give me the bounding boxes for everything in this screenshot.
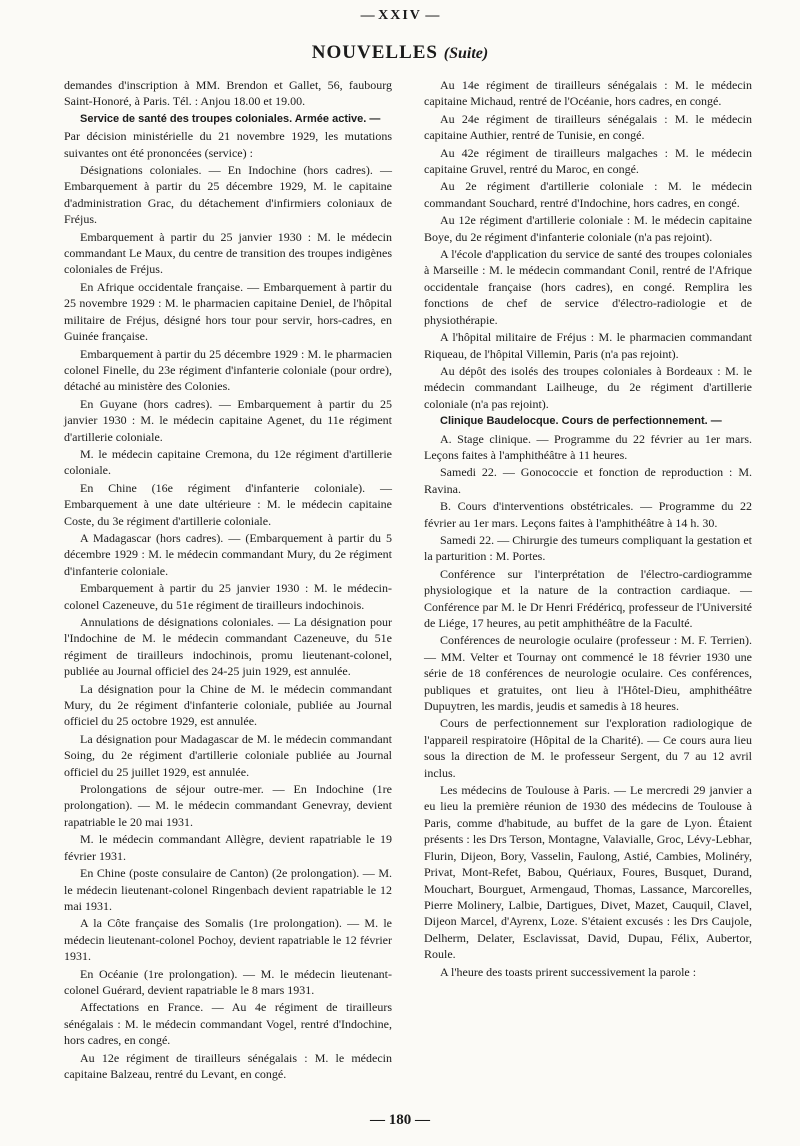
paragraph: En Chine (16e régiment d'infanterie coloniale). — Embarquement à une date ultérieure : M. le médecin capitaine Coste, du 3e régiment d'artillerie coloniale.	[64, 480, 392, 528]
paragraph: A la Côte française des Somalis (1re prolongation). — M. le médecin lieutenant-colonel Pochoy, devient rapatriable le 12 février 1931.	[64, 916, 392, 964]
paragraph: Embarquement à partir du 25 décembre 1929 : M. le pharmacien colonel Finelle, du 23e régiment d'infanterie coloniale (pour ordre), détaché au ministère des Colonies.	[64, 346, 392, 394]
paragraph: B. Cours d'interventions obstétricales. — Programme du 22 février au 1er mars. Leçons faites à l'amphithéâtre à 14 h. 30.	[424, 499, 752, 530]
paragraph: Au 24e régiment de tirailleurs sénégalais : M. le médecin capitaine Authier, rentré de Tunisie, en congé.	[424, 111, 752, 143]
paragraph: Clinique Baudelocque. Cours de perfectionnement. —	[440, 415, 722, 428]
paragraph: Embarquement à partir du 25 janvier 1930 : M. le médecin commandant Le Maux, du centre de transition des troupes indigènes coloniales de Fréjus.	[64, 229, 392, 277]
paragraph: Conférences de neurologie oculaire (professeur : M. F. Terrien). — MM. Velter et Tournay ont commencé le 18 février 1930 une série de 18 conférences de neurologie oculaire. Ces conférences, publiques et gratuites, ont lieu à l'Hôtel-Dieu, amphithéâtre Dupuytren, les mardis, jeudis et samedis à 18 heures.	[424, 633, 752, 714]
paragraph: En Chine (poste consulaire de Canton) (2e prolongation). — M. le médecin lieutenant-colonel Ringenbach devient rapatriable le 12 mai 1931.	[64, 866, 392, 913]
paragraph: Au 42e régiment de tirailleurs malgaches : M. le médecin capitaine Gruvel, rentré du Maroc, en congé.	[424, 145, 752, 177]
paragraph: Conférence sur l'interprétation de l'électro-cardiogramme physiologique et la nature de la contraction cardiaque. — Conférence par M. le Dr Henri Frédéricq, professeur de l'Université de Liége, 17 heures, au petit amphithéâtre de la Faculté.	[424, 566, 752, 630]
paragraph: A l'heure des toasts prirent successivement la parole :	[440, 964, 697, 979]
paragraph: A Madagascar (hors cadres). — (Embarquement à partir du 5 décembre 1929 : M. le médecin commandant Mury, du 2e régiment d'infanterie coloniale.	[64, 530, 392, 578]
paragraph: En Guyane (hors cadres). — Embarquement à partir du 25 janvier 1930 : M. le médecin capitaine Agenet, du 11e régiment d'artillerie coloniale.	[64, 396, 392, 444]
paragraph: La désignation pour la Chine de M. le médecin commandant Mury, du 2e régiment d'infanterie coloniale, publiée au Journal officiel du 25 octobre 1929, est annulée.	[64, 681, 392, 729]
left-column	[64, 77, 392, 1083]
paragraph: Cours de perfectionnement sur l'exploration radiologique de l'appareil respiratoire (Hôpital de la Charité). — Ce cours aura lieu sous la direction de M. le professeur Sergent, du 7 au 12 avril inclus.	[424, 716, 752, 780]
section-title	[0, 42, 800, 64]
paragraph: Au 14e régiment de tirailleurs sénégalais : M. le médecin capitaine Michaud, rentré de l'Océanie, hors cadres, en congé.	[424, 78, 752, 109]
paragraph: Au 2e régiment d'artillerie coloniale : M. le médecin commandant Souchard, rentré d'Indochine, hors cadres, en congé.	[424, 179, 752, 210]
paragraph: M. le médecin capitaine Cremona, du 12e régiment d'artillerie coloniale.	[64, 446, 392, 478]
paragraph: Au 12e régiment d'artillerie coloniale : M. le médecin capitaine Boye, du 2e régiment d'infanterie coloniale (n'a pas rejoint).	[424, 213, 752, 244]
paragraph: Service de santé des troupes coloniales. Armée active. —	[80, 112, 381, 125]
paragraph: Par décision ministérielle du 21 novembre 1929, les mutations suivantes ont été prononcées (service) :	[64, 129, 392, 160]
paragraph: Désignations coloniales. — En Indochine (hors cadres). — Embarquement à partir du 25 décembre 1929, M. le capitaine d'administration Grac, du détachement d'infirmiers coloniaux de Fréjus.	[64, 163, 392, 227]
paragraph: A l'école d'application du service de santé des troupes coloniales à Marseille : M. le médecin commandant Conil, rentré de l'Afrique occidentale française (hors cadres), en congé. Remplira les fonctions de chef de service d'électro-radiologie et de physiothérapie.	[424, 247, 752, 327]
paragraph: Embarquement à partir du 25 janvier 1930 : M. le médecin-colonel Cazeneuve, du 51e régiment de tirailleurs indochinois.	[64, 581, 392, 612]
page-number: — 180 —	[370, 1112, 430, 1128]
paragraph: Au dépôt des isolés des troupes coloniales à Bordeaux : M. le médecin commandant Lailheuge, du 2e régiment d'artillerie coloniale (n'a pas rejoint).	[424, 363, 752, 411]
paragraph: Samedi 22. — Chirurgie des tumeurs compliquant la gestation et la parturition : M. Portes.	[424, 532, 752, 564]
paragraph: Les médecins de Toulouse à Paris. — Le mercredi 29 janvier a eu lieu la première réunion de 1930 des médecins de Toulouse à Paris, comme d'habitude, au buffet de la gare de Lyon. Étaient présents : les Drs Terson, Montagne, Valavialle, Groc, Lévy-Lebhar, Flurin, Dijeon, Bory, Vasselin, Faulong, Astié, Cambies, Molinéry, Privat, Mont-Refet, Babou, Quériaux, Foures, Busquet, Durand, Mouchart, Bourguet, Armengaud, Thomas, Lassance, Marcorelles, Pierre Molinery, Lalbie, Dartigues, Divet, Mazet, Cauquil, Clavel, Dijeon Marcel, d'Ayrenx, Loze. S'étaient excusés : les Drs Caujole, Delherm, Delater, Esclavissat, David, Dupau, Félix, Aubertor, Roule.	[424, 783, 752, 962]
paragraph: La désignation pour Madagascar de M. le médecin commandant Soing, du 2e régiment d'artillerie coloniale publiée au Journal officiel du 25 juillet 1929, est annulée.	[64, 731, 392, 779]
section-title-suffix: (Suite)	[443, 45, 489, 62]
paragraph: M. le médecin commandant Allègre, devient rapatriable le 19 février 1931.	[64, 832, 392, 863]
paragraph: A. Stage clinique. — Programme du 22 février au 1er mars. Leçons faites à l'amphithéâtre à 11 heures.	[424, 431, 752, 462]
paragraph: En Océanie (1re prolongation). — M. le médecin lieutenant-colonel Guérard, devient rapatriable le 8 mars 1931.	[64, 966, 392, 997]
running-header: — XXIV —	[360, 8, 440, 23]
paragraph: En Afrique occidentale française. — Embarquement à partir du 25 novembre 1929 : M. le pharmacien capitaine Deniel, de l'hôpital militaire de Fréjus, désigné hors tour pour servir, hors-cadres, en Guinée française.	[64, 279, 392, 344]
section-title-main: NOUVELLES	[311, 42, 438, 63]
paragraph: A l'hôpital militaire de Fréjus : M. le pharmacien commandant Riqueau, de l'hôpital Villemin, Paris (n'a pas rejoint).	[424, 330, 752, 361]
paragraph: Samedi 22. — Gonococcie et fonction de reproduction : M. Ravina.	[424, 465, 752, 496]
paragraph: demandes d'inscription à MM. Brendon et Gallet, 56, faubourg Saint-Honoré, à Paris. Tél. : Anjou 18.00 et 19.00.	[64, 78, 392, 109]
paragraph: Prolongations de séjour outre-mer. — En Indochine (1re prolongation). — M. le médecin commandant Genevray, devient rapatriable le 20 mai 1931.	[64, 782, 392, 829]
paragraph: Au 12e régiment de tirailleurs sénégalais : M. le médecin capitaine Balzeau, rentré du Levant, en congé.	[64, 1050, 392, 1081]
paragraph: Affectations en France. — Au 4e régiment de tirailleurs sénégalais : M. le médecin commandant Vogel, rentré d'Indochine, hors cadres, en congé.	[64, 1000, 392, 1048]
right-column	[424, 77, 752, 981]
header-number: XXIV	[378, 8, 422, 23]
paragraph: Annulations de désignations coloniales. — La désignation pour l'Indochine de M. le médecin commandant Cazeneuve, du 51e régiment de tirailleurs indochinois, promu lieutenant-colonel, publiée au Journal officiel des 24-25 juin 1929, est annulée.	[64, 615, 392, 679]
